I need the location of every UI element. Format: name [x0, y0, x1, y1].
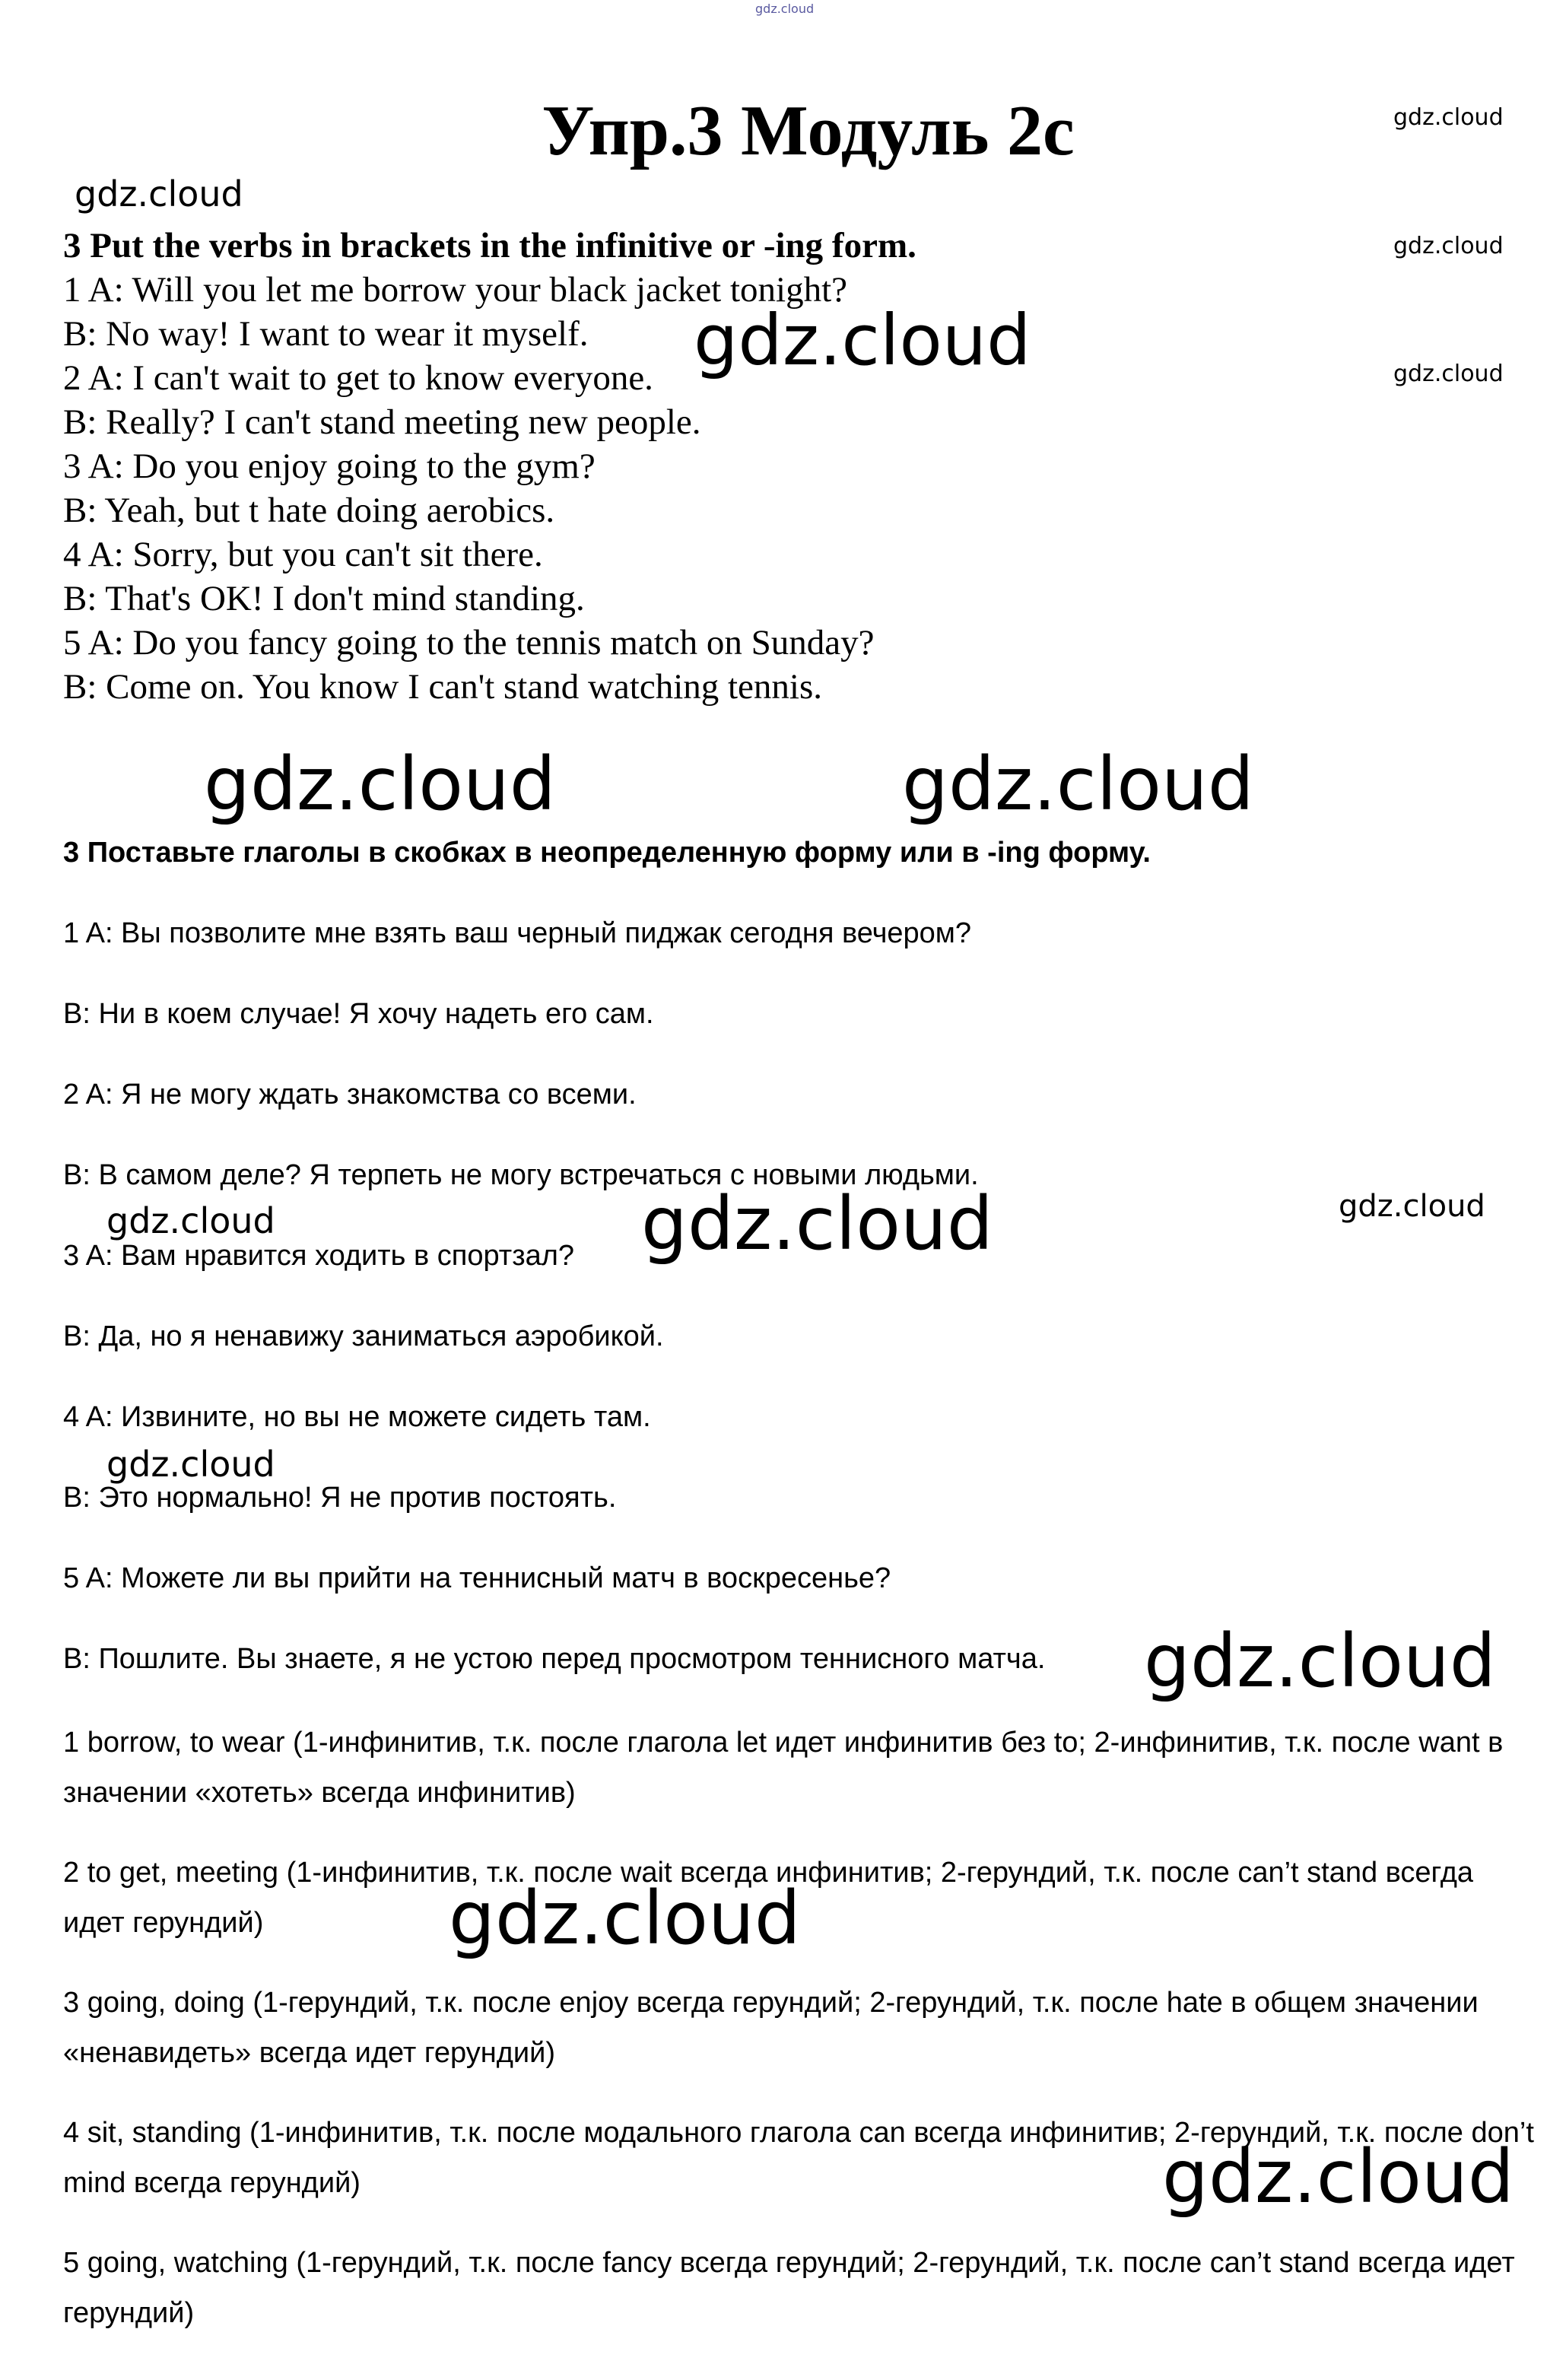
- english-line: B: No way! I want to wear it myself.: [63, 314, 589, 354]
- russian-line: B: В самом деле? Я терпеть не могу встречаться с новыми людьми.: [63, 1159, 979, 1191]
- watermark: gdz.cloud: [694, 300, 1031, 381]
- english-line: 5 A: Do you fancy going to the tennis match on Sunday?: [63, 623, 875, 663]
- russian-line: B: Ни в коем случае! Я хочу надеть его сам.: [63, 998, 654, 1030]
- answer-item: 2 to get, meeting (1-инфинитив, т.к. после wait всегда инфинитив; 2-герундий, т.к. после can’t stand всегда идет герундий): [63, 1857, 1474, 1939]
- english-line: B: Really? I can't stand meeting new people.: [63, 402, 701, 442]
- watermark: gdz.cloud: [204, 742, 556, 827]
- russian-line: 3 A: Вам нравится ходить в спортзал?: [63, 1240, 575, 1272]
- answer-item: 4 sit, standing (1-инфинитив, т.к. после модального глагола can всегда инфинитив; 2-герундий, т.к. после don’t mind всегда герундий): [63, 2117, 1534, 2199]
- watermark: gdz.cloud: [641, 1181, 993, 1266]
- english-line: 1 A: Will you let me borrow your black jacket tonight?: [63, 270, 848, 310]
- watermark: gdz.cloud: [449, 1876, 801, 1961]
- watermark: gdz.cloud: [1339, 1189, 1485, 1224]
- answer-item: 1 borrow, to wear (1-инфинитив, т.к. после глагола let идет инфинитив без to; 2-инфинитив, т.к. после want в значении «хотеть» всегда инфинитив): [63, 1727, 1504, 1809]
- watermark: gdz.cloud: [1393, 104, 1504, 131]
- watermark: gdz.cloud: [1144, 1619, 1496, 1704]
- russian-line: B: Да, но я ненавижу заниматься аэробикой.: [63, 1320, 664, 1352]
- watermark: gdz.cloud: [1393, 233, 1504, 259]
- english-line: 4 A: Sorry, but you can't sit there.: [63, 535, 543, 574]
- english-line: B: Come on. You know I can't stand watching tennis.: [63, 667, 823, 707]
- russian-line: B: Пошлите. Вы знаете, я не устою перед просмотром теннисного матча.: [63, 1643, 1046, 1675]
- russian-line: 1 A: Вы позволите мне взять ваш черный пиджак сегодня вечером?: [63, 917, 972, 949]
- watermark: gdz.cloud: [1162, 2134, 1514, 2220]
- english-line: B: Yeah, but t hate doing aerobics.: [63, 491, 555, 530]
- watermark: gdz.cloud: [75, 173, 243, 214]
- answer-item: 3 going, doing (1-герундий, т.к. после enjoy всегда герундий; 2-герундий, т.к. после hate в общем значении «ненавидеть» всегда идет герундий): [63, 1987, 1479, 2069]
- russian-line: 5 A: Можете ли вы прийти на теннисный матч в воскресенье?: [63, 1562, 891, 1594]
- watermark: gdz.cloud: [902, 742, 1254, 827]
- russian-heading: 3 Поставьте глаголы в скобках в неопределенную форму или в -ing форму.: [63, 837, 1151, 869]
- watermark: gdz.cloud: [106, 1444, 275, 1485]
- watermark: gdz.cloud: [106, 1200, 275, 1241]
- russian-line: 2 A: Я не могу ждать знакомства со всеми.: [63, 1079, 637, 1111]
- russian-line: 4 A: Извините, но вы не можете сидеть там.: [63, 1401, 651, 1433]
- english-line: B: That's OK! I don't mind standing.: [63, 579, 585, 618]
- watermark: gdz.cloud: [1393, 361, 1504, 387]
- page-title: Упр.3 Модуль 2с: [542, 91, 1075, 170]
- russian-line: B: Это нормально! Я не против постоять.: [63, 1482, 617, 1514]
- english-line: 2 A: I can't wait to get to know everyone.: [63, 358, 653, 398]
- watermark-top: gdz.cloud: [755, 2, 815, 16]
- english-line: 3 A: Do you enjoy going to the gym?: [63, 446, 596, 486]
- english-heading: 3 Put the verbs in brackets in the infinitive or -ing form.: [63, 226, 916, 265]
- answer-item: 5 going, watching (1-герундий, т.к. после fancy всегда герундий; 2-герундий, т.к. после can’t stand всегда идет герундий): [63, 2247, 1515, 2329]
